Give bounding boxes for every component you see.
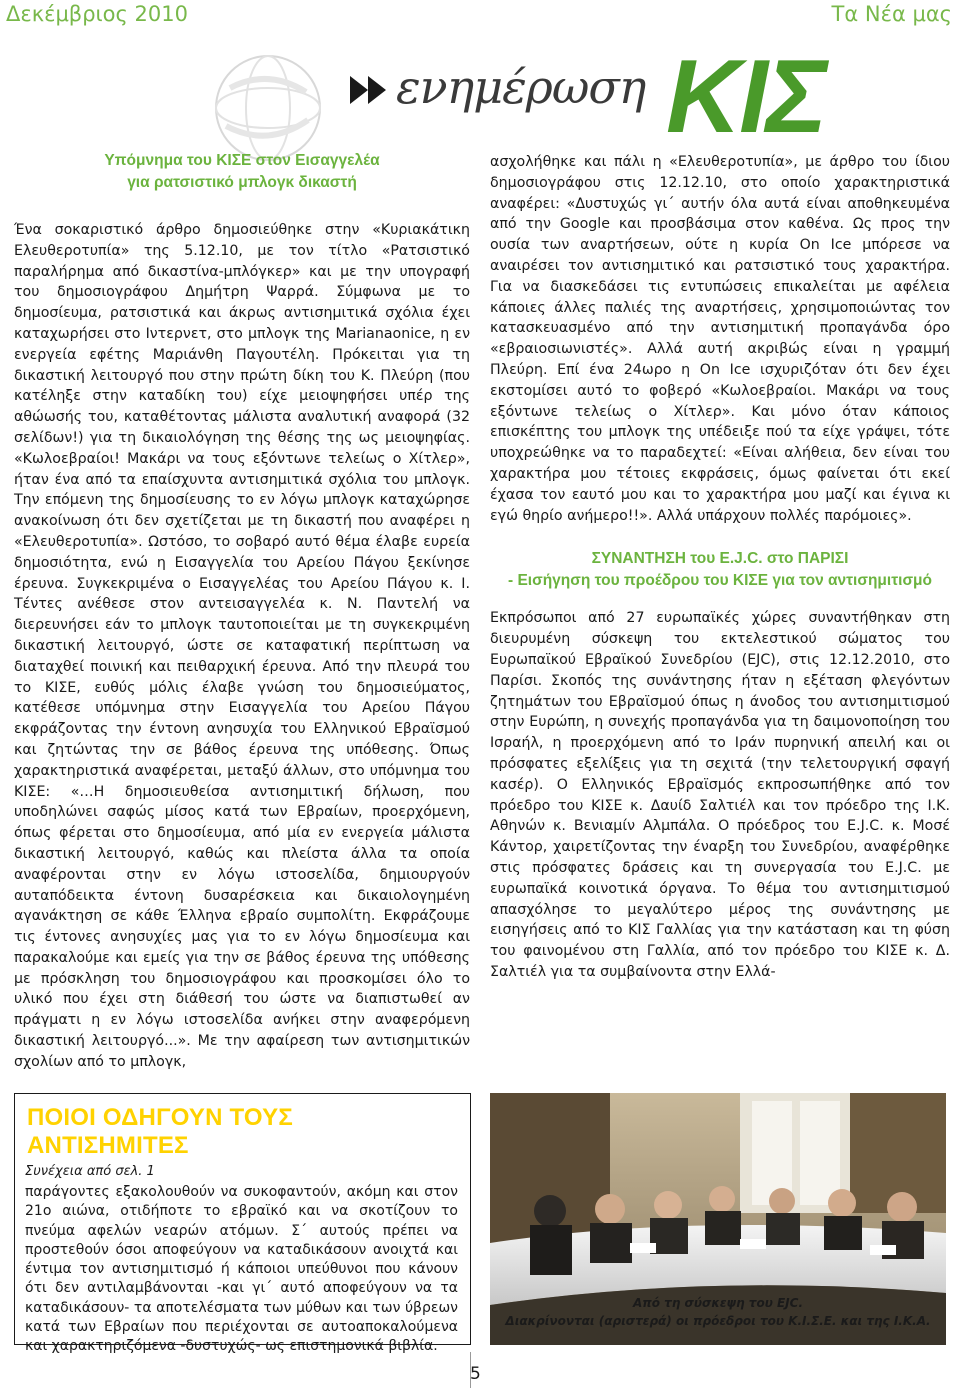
svg-text:ΚΙΣ: ΚΙΣ [666,46,826,142]
issue-date: Δεκέμβριος 2010 [6,2,188,26]
boxed-article [14,1093,471,1355]
boxed-article-title: ΠΟΙΟΙ ΟΔΗΓΟΥΝ ΤΟΥΣ ΑΝΤΙΣΗΜΙΤΕΣ [27,1104,293,1159]
photo-caption [490,1294,946,1330]
meeting-body: Εκπρόσωποι από 27 ευρωπαϊκές χώρες συναντήθηκαν στη διευρυμένη σύσκεψη του εκτελεστικού σώματος του Ευρωπαϊκού Εβραϊκού Συνεδρίου (EJC), στις 12.12.2010, στο Παρίσι. Σκοπός της συνάντησης ήταν η εξέταση φλεγόντων ζητημάτων του Εβραϊσμού όπως η άνοδος του αντισημιτισμού στην Ευρώπη, η συνεχής προπαγάνδα για τη δαιμονοποίηση του Ισραήλ, η προερχόμενη από το Ιράν πυρηνική απειλή και οι πρόσφατες εξελίξεις για τη σεχιτά (την τελετουργική σφαγή κασέρ). Ο Ελληνικός Εβραϊσμός εκπροσωπήθηκε από τον πρόεδρο του ΚΙΣΕ κ. Δαυίδ Σαλτιέλ και τον πρόεδρο της Ι.Κ. Αθηνών κ. Βενιαμίν Αλμπάλα. Ο πρόεδρος του E.J.C. κ. Μοσέ Κάντορ, χαιρετίζοντας την έναρξη του Συνεδρίου, αναφέρθηκε στις πρόσφατες δράσεις και τη συνεργασία του E.J.C. με ευρωπαϊκά κοινοτικά όργανα. Το θέμα του αντισημιτισμού απασχόλησε το μεγαλύτερο μέρος της συνάντησης με εισηγήσεις από το ΚΙΣ Γαλλίας για την κατάσταση και τη φύση του φαινομένου στη Γαλλία, από τον πρόεδρο του ΚΙΣΕ κ. Δ. Σαλτιέλ για τα συμβαίνοντα στην Ελλά- [490,610,950,980]
left-column [14,150,470,1073]
continued-note: Συνέχεια από σελ. 1 [25,1164,155,1179]
article-continuation: ασχολήθηκε και πάλι η «Ελευθεροτυπία», με άρθρο του ίδιου δημοσιογράφου στις 12.12.10, στο οποίο χαρακτηριστικά αναφέρει: «Δυστυχώς γι΄ αυτήν όλα αυτά είναι αποθηκευμένα από την Google και προσβάσιμα στον καθένα. Ως προς την ουσία των αναρτήσεων, ούτε η κυρία On Ice μπόρεσε να αναιρέσει τον αντισημιτικό και ρατσιστικό τους χαρακτήρα. Για να διασκεδάσει τις εντυπώσεις επικαλείται με αφέλεια κάποιες άλλες παλιές της αναρτήσεις, χρησιμοποιώντας τον κατασκευασμένο από την αντισημιτική προπαγάνδα όρο «εβραιοσιωνιστές». Αλλά αυτή ακριβώς είναι η γραμμή Πλεύρη. Επί ένα 24ωρο η On Ice ισχυριζόταν ότι δεν έχει εκστομίσει αυτό το φοβερό «Κωλοεβραίοι. Μακάρι να τους εξόντωνε τελείως ο Χίτλερ». Και μόνο όταν κάποιος επισκέπτης του μπλογκ της υπέδειξε πού τα είχε γράψει, τότε υποχρεώθηκε να το παραδεχτεί: «Είναι αλήθεια, δεν είναι του χαρακτήρα μου τέτοιες εκφράσεις, όμως φαίνεται ότι εκεί έχασα τον εαυτό μου και το χαρακτήρα μου μαζί και έγινα κι εγώ θηρίο ανήμερο!!». Αλλά υπάρχουν πολλές παρόμοιες». [490,154,950,524]
kis-logo [658,46,928,142]
caption-line1: Από τη σύσκεψη του EJC. [632,1296,804,1310]
double-arrow-icon [348,70,392,110]
caption-line2: Διακρίνονται (αριστερά) οι πρόεδροι του Κ.Ι.Σ.Ε. και της Ι.Κ.Α. [505,1314,931,1328]
page-number: 5 [470,1364,481,1384]
section-banner [0,40,960,140]
meeting-title-line2: - Εισήγηση του προέδρου του ΚΙΣΕ για τον αντισημιτισμό [507,572,933,590]
article-title-line2: για ρατσιστικό μπλογκ δικαστή [127,174,357,191]
boxed-article-body: παράγοντες εξακολουθούν να συκοφαντούν, ακόμη και στον 21ο αιώνα, οτιδήποτε το εβραϊκό και να σκοτίζουν το πνεύμα αφελών νεαρών ατόμων. Σ΄ αυτούς πρέπει να προστεθούν όσοι αποφεύγουν να καταδικάσουν ανοιχτά και έντιμα τον αντισημιτισμό ή κάποιοι υπεύθυνοι που κάνουν ότι δεν αντιλαμβάνονται -και γι΄ αυτό αποφεύγουν να τα καταδικάσουν- τα αποτελέσματα των μύθων και των ύβρεων κατά των Εβραίων που περιέχονται σε αυτοαποκαλούμενα και χαρακτηριζόμενα -δυστυχώς- ως επιστημονικά βιβλία. [25,1184,458,1355]
article-title-line1: Υπόμνημα του ΚΙΣΕ στον Εισαγγελέα [104,152,380,169]
section-word: ενημέρωση [396,60,646,114]
meeting-title-line1: ΣΥΝΑΝΤΗΣΗ του E.J.C. στο ΠΑΡΙΣΙ [591,550,849,568]
newsletter-title: Τα Νέα μας [831,2,952,26]
article-body: Ένα σοκαριστικό άρθρο δημοσιεύθηκε στην «Κυριακάτικη Ελευθεροτυπία» της 5.12.10, με τον τίτλο «Ρατσιστικό παραλήρημα από δικαστίνα-μπλόγκερ» και με την υπογραφή του δημοσιογράφου Δημήτρη Ψαρρά. Σύμφωνα με το δημοσίευμα, ρατσιστικά και άκρως αντισημιτικά σχόλια έχει καταχωρήσει στο Ιντερνετ, στο μπλογκ της Marianaonice, η εν ενεργεία εφέτης Μαριάνθη Παγουτέλη. Πρόκειται για τη δικαστική λειτουργό που στην πρώτη δίκη του Κ. Πλεύρη (που κατέληξε στην καταδίκη του) είχε μειοψηφήσει υπέρ της αθώωσής του, καταθέτοντας μάλιστα αναλυτική αναφορά (32 σελίδων!) για τη δικαιολόγηση της θέσης της ως μειοψηφίας. «Κωλοεβραίοι! Μακάρι να τους εξόντωνε τελείως ο Χίτλερ», ήταν ένα από τα επαίσχυντα αντισημιτικά σχόλια του μπλογκ. Την επόμενη της δημοσίευσης το εν λόγω μπλογκ καταχώρησε ανακοίνωση ότι δεν σχετίζεται με τη δικαστή που αναφέρει η «Ελευθεροτυπία». Ωστόσο, το σοβαρό αυτό θέμα έλαβε ευρεία δημοσιότητα, ενώ η Εισαγγελία του Αρείου Πάγου ξεκίνησε έρευνα. Συγκεκριμένα ο Εισαγγελέας του Αρείου Πάγου κ. Ι. Τέντες ανέθεσε στον αντεισαγγελέα κ. Ν. Παντελή να διερευνήσει εάν το μπλογκ ταυτοποιείται με τη συγκεκριμένη δικαστική λειτουργό, ώστε σε καταφατική περίπτωση να διαταχθεί ποινική και πειθαρχική έρευνα. Από την πλευρά του το ΚΙΣΕ, ευθύς μόλις έλαβε γνώση του δημοσιεύματος, κατέθεσε υπόμνημα στην Εισαγγελία του Αρείου Πάγου εκφράζοντας την έντονη ανησυχία του Ελληνικού Εβραϊσμού και ζητώντας την σε βάθος έρευνα της υπόθεσης. Όπως χαρακτηριστικά αναφέρεται, μεταξύ άλλων, στο υπόμνημα του ΚΙΣΕ: «…Η δημοσιευθείσα αντισημιτική δήλωση, που υποδηλώνει σαφώς μίσος κατά των Εβραίων, προερχόμενη, όπως φέρεται στο δημοσίευμα, από μία εν ενεργεία μάλιστα δικαστική λειτουργό, καθώς και πλείστα άλλα τα οποία αναφέρονται στην εν λόγω ιστοσελίδα, δημιουργούν αυταπόδεικτα έντονη δυσαρέσκεια και δικαιολογημένη αγανάκτηση σε κάθε Έλληνα εβραίο συμπολίτη. Εκφράζουμε τις έντονες ανησυχίες μας για το εν λόγω δημοσίευμα και παρακαλούμε και εμείς για την σε βάθος έρευνα της υπόθεσης με πρόσκληση του δημοσιογράφου και προσκομίσει όλο το υλικό που έχει στη διάθεσή του ώστε να διαπιστωθεί αν πράγματι η εν λόγω ιστοσελίδα ανήκει στην αναφερόμενη δικαστική λειτουργό...». Με την αφαίρεση των αντισημιτικών σχολίων από το μπλογκ, [14,222,470,1070]
right-column [490,152,950,983]
article-title [14,150,470,194]
meeting-title [490,548,950,592]
